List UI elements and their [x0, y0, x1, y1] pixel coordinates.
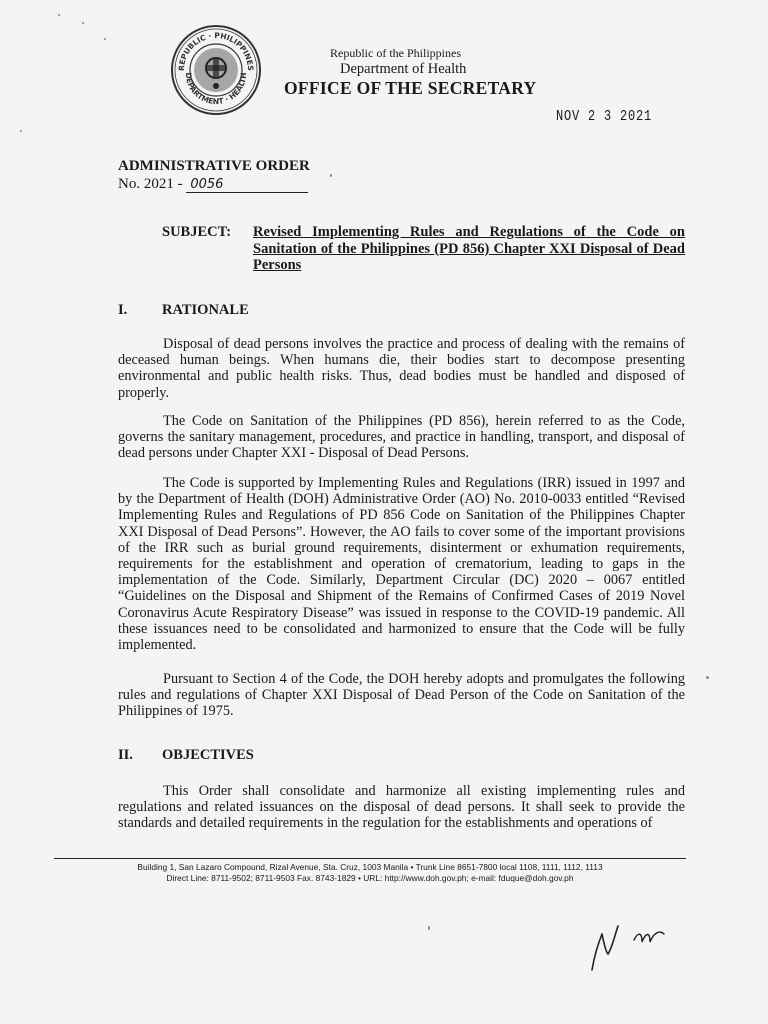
- paragraph: This Order shall consolidate and harmonize all existing implementing rules and regulations and related issuances on the disposal of dead persons. It shall seek to provide the standards and detailed requirements in the regulation for the establishments and operations of: [118, 783, 685, 832]
- header-republic: Republic of the Philippines: [330, 46, 461, 60]
- scan-speck: [428, 926, 430, 930]
- section-title: OBJECTIVES: [162, 747, 254, 763]
- scan-speck: [104, 38, 106, 40]
- paragraph: Pursuant to Section 4 of the Code, the DOH hereby adopts and promulgates the following rules and regulations of Chapter XXI Disposal of Dead Person of the Code on Sanitation of the Philippines of 1975.: [118, 671, 685, 720]
- scan-speck: [58, 14, 60, 16]
- footer: [54, 862, 686, 884]
- header-department: Department of Health: [340, 61, 467, 77]
- order-number-handwritten: 0056: [186, 178, 308, 193]
- footer-address: Building 1, San Lazaro Compound, Rizal Avenue, Sta. Cruz, 1003 Manila • Trunk Line 8651-7800 local 1108, 1111, 1112, 1113: [137, 862, 603, 872]
- section-number: I.: [118, 302, 128, 318]
- header-office: OFFICE OF THE SECRETARY: [284, 78, 537, 98]
- handwritten-initials: [584, 914, 674, 974]
- svg-text:DEPARTMENT · HEALTH: DEPARTMENT · HEALTH: [183, 72, 249, 107]
- section-number: II.: [118, 747, 133, 763]
- scan-speck: [82, 22, 84, 24]
- paragraph: The Code is supported by Implementing Rules and Regulations (IRR) issued in 1997 and by the Department of Health (DOH) Administrative Order (AO) No. 2010-0033 entitled “Revised Implementing Rules and Regulations of PD 856 Code on Sanitation of the Philippines Chapter XXI Disposal of Dead Persons”. However, the AO fails to cover some of the important provisions of the IRR such as burial ground requirements, disinterment or exhumation requirements, requirements for the establishment and operation of crematorium, leading to gaps in the implementation of the Code. Similarly, Department Circular (DC) 2020 – 0067 entitled “Guidelines on the Disposal and Shipment of the Remains of Confirmed Cases of 2019 Novel Coronavirus Acute Respiratory Disease” was issued in response to the COVID-19 pandemic. All these issuances need to be consolidated and harmonized to ensure that the Code will be fully implemented.: [118, 475, 685, 654]
- footer-contact: Direct Line: 8711-9502; 8711-9503 Fax. 8743-1829 • URL: http://www.doh.gov.ph; e-mail: fduque@doh.gov.ph: [166, 873, 574, 883]
- order-number: [118, 176, 308, 193]
- scan-speck: [330, 174, 332, 177]
- section-title: RATIONALE: [162, 302, 249, 318]
- footer-divider: [54, 858, 686, 859]
- scan-speck: [20, 130, 22, 132]
- order-number-prefix: No. 2021 -: [118, 176, 183, 192]
- subject-text: Revised Implementing Rules and Regulations of the Code on Sanitation of the Philippines (PD 856) Chapter XXI Disposal of Dead Persons: [253, 224, 685, 273]
- date-stamp: NOV 2 3 2021: [556, 108, 653, 125]
- paragraph: The Code on Sanitation of the Philippines (PD 856), herein referred to as the Code, governs the sanitary management, procedures, and practice in handling, transport, and disposal of dead persons under Chapter XXI - Disposal of Dead Persons.: [118, 413, 685, 462]
- doh-seal-logo: [170, 24, 262, 116]
- scan-speck: [706, 676, 709, 679]
- svg-text:REPUBLIC · PHILIPPINES: REPUBLIC · PHILIPPINES: [176, 30, 256, 72]
- subject-label: SUBJECT:: [162, 224, 232, 240]
- order-title: ADMINISTRATIVE ORDER: [118, 158, 310, 174]
- paragraph: Disposal of dead persons involves the practice and process of dealing with the remains of deceased human beings. When humans die, their bodies start to decompose presenting environmental and public health risks. Thus, dead bodies must be handled and disposed of properly.: [118, 336, 685, 401]
